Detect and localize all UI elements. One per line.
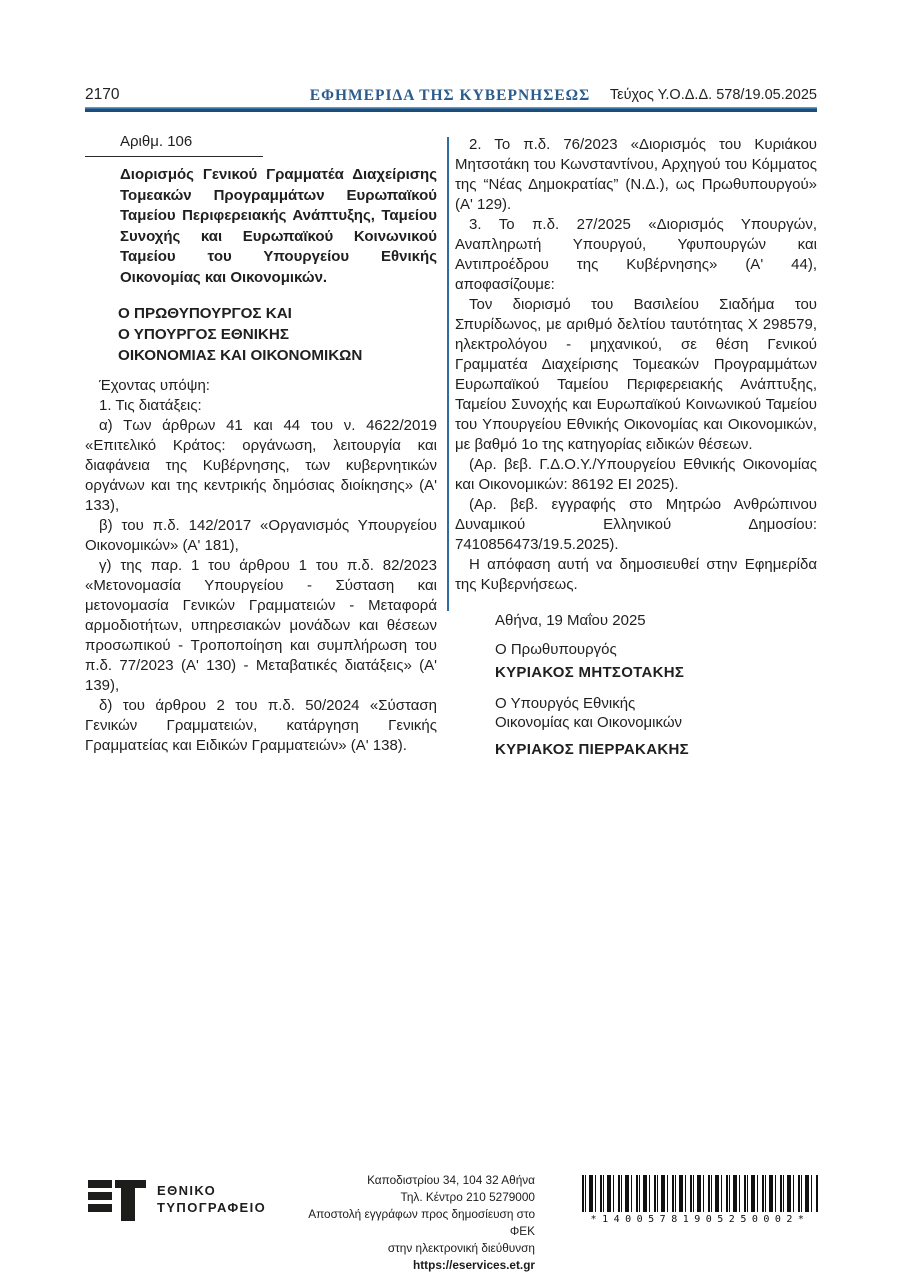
issuer-line: Ο ΥΠΟΥΡΓΟΣ ΕΘΝΙΚΗΣ bbox=[118, 326, 289, 343]
issuer-line: Ο ΠΡΩΘΥΠΟΥΡΓΟΣ ΚΑΙ bbox=[118, 305, 292, 322]
paragraph: Τον διορισμό του Βασιλείου Σιαδήμα του Σπυρίδωνος, με αριθμό δελτίου ταυτότητας Χ 298579, ηλεκτρολόγου - μηχανικού, σε θέση Γενικού Γραμματέα Διαχείρισης Τομεακών Προγραμμάτων Ευρωπαϊκού Ταμείου Περιφερειακής Ανάπτυξης, Ταμείου Συνοχής και Ευρωπαϊκού Κοινωνικού Ταμείου του Υπουργείου Εθνικής Οικονομίας και Οικονομικών, με βαθμό 1ο της κατηγορίας ειδικών θέσεων. bbox=[455, 296, 817, 453]
address-line: Καποδιστρίου 34, 104 32 Αθήνα bbox=[367, 1173, 535, 1187]
logo-text-line: ΤΥΠΟΓΡΑΦΕΙΟ bbox=[157, 1199, 267, 1215]
signatory-role-line: Οικονομίας και Οικονομικών bbox=[495, 714, 683, 731]
paragraph: (Αρ. βεβ. Γ.Δ.Ο.Υ./Υπουργείου Εθνικής Οικονομίας και Οικονομικών: 86192 ΕΙ 2025). bbox=[455, 456, 817, 493]
signatory-role-line: Ο Υπουργός Εθνικής bbox=[495, 695, 636, 712]
paragraph: 1. Τις διατάξεις: bbox=[99, 397, 202, 414]
logo-text bbox=[157, 1180, 266, 1216]
paragraph: Έχοντας υπόψη: bbox=[99, 377, 210, 394]
issue-info: Τεύχος Υ.Ο.Δ.Δ. 578/19.05.2025 bbox=[609, 87, 817, 103]
issuing-authority bbox=[118, 303, 437, 366]
paragraph: (Αρ. βεβ. εγγραφής στο Μητρώο Ανθρώπινου Δυναμικού Ελληνικού Δημοσίου: 7410856473/19.5.2025). bbox=[455, 496, 817, 553]
address-url-prefix: στην ηλεκτρονική διεύθυνση bbox=[387, 1241, 535, 1255]
address-line: Αποστολή εγγράφων προς δημοσίευση στο ΦΕΚ bbox=[308, 1207, 535, 1238]
gazette-title: ΕΦΗΜΕΡΙΔΑ ΤΗΣ ΚΥΒΕΡΝΗΣΕΩΣ bbox=[309, 87, 591, 104]
decision-number-rule bbox=[85, 133, 263, 157]
footer-address-block bbox=[285, 1172, 535, 1273]
address-line: Τηλ. Κέντρο 210 5279000 bbox=[400, 1190, 535, 1204]
eservices-url-link[interactable]: https://eservices.et.gr bbox=[413, 1258, 535, 1272]
place-date: Αθήνα, 19 Μαΐου 2025 bbox=[495, 612, 646, 629]
issuer-line: ΟΙΚΟΝΟΜΙΑΣ ΚΑΙ ΟΙΚΟΝΟΜΙΚΩΝ bbox=[118, 347, 363, 364]
decision-number: Αριθμ. 106 bbox=[120, 133, 193, 150]
signatory-role bbox=[495, 694, 817, 732]
column-divider bbox=[447, 137, 449, 611]
signatory-role: Ο Πρωθυπουργός bbox=[495, 641, 617, 658]
paragraph: α) Των άρθρων 41 και 44 του ν. 4622/2019 «Επιτελικό Κράτος: οργάνωση, λειτουργία και διαφάνεια της Κυβέρνησης, των κυβερνητικών οργάνων και της κεντρικής δημόσιας διοίκησης» (Α' 133), bbox=[85, 417, 437, 514]
paragraph: β) του π.δ. 142/2017 «Οργανισμός Υπουργείου Οικονομικών» (Α' 181), bbox=[85, 517, 437, 554]
page-number: 2170 bbox=[85, 86, 120, 103]
barcode-bars-icon bbox=[582, 1175, 818, 1212]
address-line bbox=[285, 1240, 535, 1273]
national-printing-office-logo bbox=[88, 1180, 266, 1222]
issue-barcode bbox=[582, 1175, 818, 1225]
right-column bbox=[455, 135, 817, 758]
left-column bbox=[85, 133, 437, 756]
header-rule bbox=[85, 107, 817, 112]
paragraph: 3. Το π.δ. 27/2025 «Διορισμός Υπουργών, Αναπληρωτή Υπουργού, Υφυπουργών και Αντιπροέδρου της Κυβέρνησης» (Α' 44), αποφασίζουμε: bbox=[455, 216, 817, 293]
paragraph: 2. Το π.δ. 76/2023 «Διορισμός του Κυριάκου Μητσοτάκη του Κωνσταντίνου, Αρχηγού του Κόμματος της “Νέας Δημοκρατίας” (Ν.Δ.), ως Πρωθυπουργού» (Α' 129). bbox=[455, 136, 817, 213]
signatory-name: ΚΥΡΙΑΚΟΣ ΜΗΤΣΟΤΑΚΗΣ bbox=[495, 664, 685, 681]
paragraph: γ) της παρ. 1 του άρθρου 1 του π.δ. 82/2023 «Μετονομασία Υπουργείου - Σύσταση και μετονομασία Γενικών Γραμματειών - Μεταφορά αρμοδιοτήτων, υπηρεσιακών μονάδων και θέσεων προσωπικού - Τροποποίηση και συμπλήρωση του π.δ. 77/2023 (Α' 130) - Μεταβατικές διατάξεις» (Α' 139), bbox=[85, 557, 437, 694]
logo-text-line: ΕΘΝΙΚΟ bbox=[157, 1183, 217, 1198]
paragraph: δ) του άρθρου 2 του π.δ. 50/2024 «Σύσταση Γενικών Γραμματειών, κατάργηση Γενικής Γραμματείας και Ειδικών Γραμματειών» (Α' 138). bbox=[85, 697, 437, 754]
barcode-text: *14005781905250002* bbox=[590, 1214, 810, 1225]
et-logo-icon bbox=[88, 1180, 146, 1222]
paragraph: Η απόφαση αυτή να δημοσιευθεί στην Εφημερίδα της Κυβερνήσεως. bbox=[455, 556, 817, 593]
signatory-name: ΚΥΡΙΑΚΟΣ ΠΙΕΡΡΑΚΑΚΗΣ bbox=[495, 741, 689, 758]
decision-subject: Διορισμός Γενικού Γραμματέα Διαχείρισης Τομεακών Προγραμμάτων Ευρωπαϊκού Ταμείου Περιφερειακής Ανάπτυξης, Ταμείου Συνοχής και Ευρωπαϊκού Κοινωνικού Ταμείου του Υπουργείου Εθνικής Οικονομίας και Οικονομικών. bbox=[120, 166, 437, 286]
